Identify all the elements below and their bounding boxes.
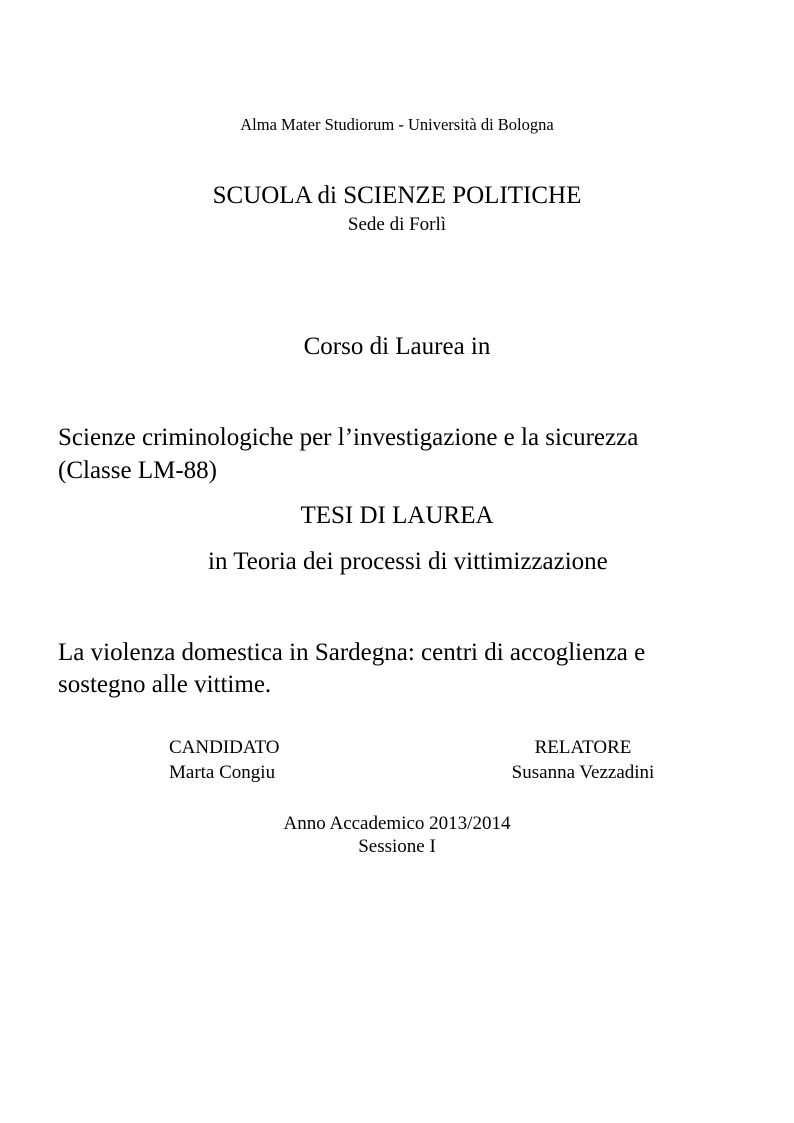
school-seat: Sede di Forlì [347, 214, 447, 235]
academic-year: Anno Accademico 2013/2014 [283, 813, 511, 834]
thesis-title-line-1: La violenza domestica in Sardegna: centri di accoglienza e [58, 639, 646, 666]
thesis-subject: in Teoria dei processi di vittimizzazione [208, 548, 608, 575]
course-class: (Classe LM-88) [58, 457, 217, 484]
candidate-label: CANDIDATO [169, 737, 280, 758]
supervisor-name: Susanna Vezzadini [511, 762, 655, 783]
school-name: SCUOLA di SCIENZE POLITICHE [212, 182, 582, 209]
candidate-name: Marta Congiu [169, 762, 276, 783]
course-name: Scienze criminologiche per l’investigazione e la sicurezza [58, 424, 639, 451]
university-name: Alma Mater Studiorum - Università di Bologna [240, 115, 554, 134]
thesis-label: TESI DI LAUREA [300, 502, 494, 529]
thesis-title-line-2: sostegno alle vittime. [58, 671, 272, 698]
session: Sessione I [358, 836, 436, 857]
supervisor-label: RELATORE [534, 737, 632, 758]
course-intro: Corso di Laurea in [303, 333, 491, 360]
